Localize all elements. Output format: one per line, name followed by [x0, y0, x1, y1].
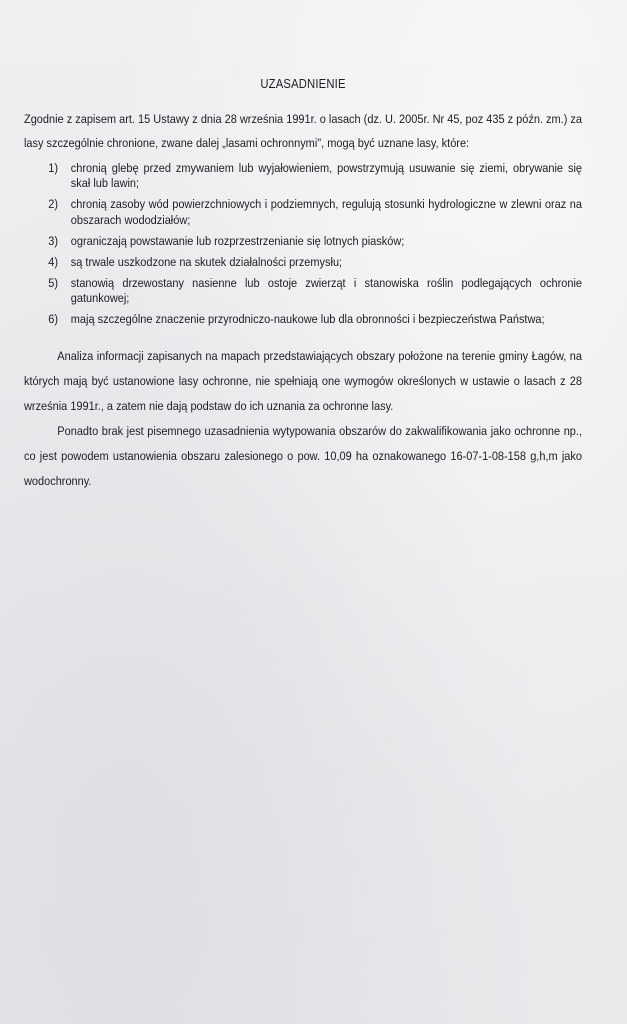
list-item-text: chronią zasoby wód powierzchniowych i podziemnych, regulują stosunki hydrologiczne w zlewni oraz na obszarach wododziałów; [70, 197, 583, 227]
conclusion-paragraph: Ponadto brak jest pisemnego uzasadnienia wytypowania obszarów do zakwalifikowania jako ochronne np., co jest powodem ustanowienia obszaru zalesionego o pow. 10,09 ha oznakowanego 16-07-1-08-158 g,h,m jako wodochronny. [24, 423, 583, 488]
list-item-text: są trwale uszkodzone na skutek działalności przemysłu; [70, 254, 343, 269]
list-item [24, 234, 582, 249]
list-item-number: 4) [48, 254, 59, 269]
list-item [24, 276, 582, 307]
list-item [24, 161, 582, 192]
list-item-number: 6) [48, 312, 59, 327]
list-item-text: chronią glebę przed zmywaniem lub wyjałowieniem, powstrzymują usuwanie się ziemi, obrywanie się skał lub lawin; [70, 161, 583, 191]
list-item-number: 5) [48, 275, 59, 290]
list-item [24, 312, 582, 327]
list-item-number: 3) [48, 233, 59, 248]
list-item-number: 1) [48, 161, 59, 175]
intro-paragraph: Zgodnie z zapisem art. 15 Ustawy z dnia 28 września 1991r. o lasach (dz. U. 2005r. Nr 45, poz 435 z późn. zm.) za lasy szczególnie chronione, zwane dalej „lasami ochronnymi", mogą być uznane lasy, które: [24, 112, 582, 150]
document-title: UZASADNIENIE [260, 77, 346, 91]
list-item-number: 2) [48, 197, 59, 212]
list-item [24, 255, 582, 270]
criteria-list [24, 161, 582, 328]
list-item-text: stanowią drzewostany nasienne lub ostoje zwierząt i stanowiska roślin podlegających ochronie gatunkowej; [70, 275, 583, 306]
list-item-text: ograniczają powstawanie lub rozprzestrzenianie się lotnych piasków; [70, 233, 405, 248]
list-item-text: mają szczególne znaczenie przyrodniczo-naukowe lub dla obronności i bezpieczeństwa Państwa; [70, 312, 545, 327]
list-item [24, 197, 582, 228]
document-body [24, 77, 583, 494]
analysis-paragraph: Analiza informacji zapisanych na mapach przedstawiających obszary położone na terenie gminy Łagów, na których mają być ustanowione lasy ochronne, nie spełniają one wymogów określonych w ustawie o lasach z 28 września 1991r., a zatem nie dają podstaw do ich uznania za ochronne lasy. [24, 348, 583, 413]
